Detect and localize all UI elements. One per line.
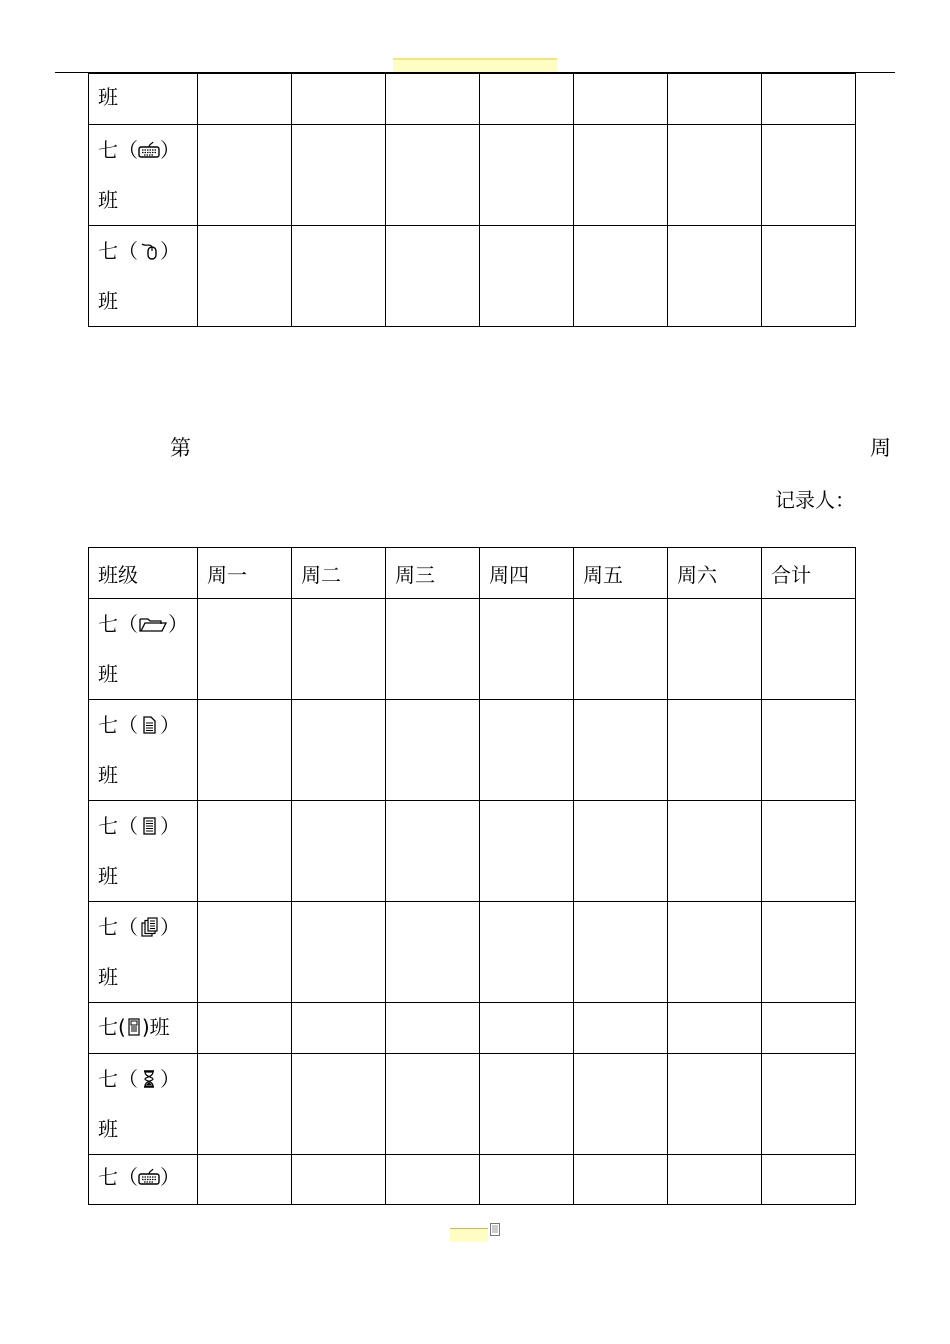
header-wed: 周三 xyxy=(386,548,480,599)
table-row xyxy=(89,226,856,327)
weekly-record-table xyxy=(88,547,856,1205)
class-label: 七（ ） xyxy=(98,138,180,162)
table-row xyxy=(89,1054,856,1155)
class-cell xyxy=(89,1155,198,1205)
header-mon: 周一 xyxy=(198,548,292,599)
class-label: 七( )班 xyxy=(98,1015,170,1039)
class-label: 七（ ） xyxy=(98,713,180,737)
table-row xyxy=(89,902,856,1003)
header-row xyxy=(89,548,856,599)
class-label: 七（ ） xyxy=(98,814,180,838)
class-cell xyxy=(89,801,198,902)
keyboard-icon xyxy=(138,140,160,160)
class-cell xyxy=(89,1054,198,1155)
class-label-line2: 班 xyxy=(98,188,118,212)
document-icon xyxy=(138,715,160,735)
table-row xyxy=(89,1155,856,1205)
table-row xyxy=(89,1003,856,1054)
header-tue: 周二 xyxy=(292,548,386,599)
class-cell xyxy=(89,902,198,1003)
text-document-icon xyxy=(138,816,160,836)
class-label: 七（ ） xyxy=(98,612,188,636)
hourglass-icon xyxy=(138,1069,160,1089)
class-label-line2: 班 xyxy=(98,662,118,686)
top-table xyxy=(88,73,856,327)
class-cell xyxy=(89,74,198,125)
header-class: 班级 xyxy=(89,548,198,599)
class-label: 七（ ） xyxy=(98,1067,180,1091)
week-label-zhou: 周 xyxy=(870,436,891,460)
device-icon xyxy=(126,1017,142,1037)
header-sat: 周六 xyxy=(668,548,762,599)
class-cell xyxy=(89,1003,198,1054)
class-cell xyxy=(89,226,198,327)
table-row xyxy=(89,700,856,801)
class-label: 班 xyxy=(98,85,118,109)
class-cell xyxy=(89,700,198,801)
class-label-line2: 班 xyxy=(98,763,118,787)
class-label-line2: 班 xyxy=(98,864,118,888)
class-label: 七（ ） xyxy=(98,915,180,939)
table-row xyxy=(89,74,856,125)
class-label-line2: 班 xyxy=(98,965,118,989)
week-label-di: 第 xyxy=(170,436,191,460)
table-row xyxy=(89,599,856,700)
mouse-icon xyxy=(138,241,160,261)
class-label: 七（ ） xyxy=(98,1165,180,1189)
table-row xyxy=(89,801,856,902)
header-total: 合计 xyxy=(762,548,856,599)
class-cell xyxy=(89,599,198,700)
folder-open-icon xyxy=(138,614,168,634)
keyboard-icon xyxy=(138,1167,160,1187)
class-cell xyxy=(89,125,198,226)
class-label: 七（ ） xyxy=(98,239,180,263)
recorder-label: 记录人： xyxy=(775,488,855,512)
footer-highlight xyxy=(450,1228,488,1241)
class-label-line2: 班 xyxy=(98,289,118,313)
table-row xyxy=(89,125,856,226)
header-thu: 周四 xyxy=(480,548,574,599)
header-fri: 周五 xyxy=(574,548,668,599)
class-label-line2: 班 xyxy=(98,1117,118,1141)
document-icon xyxy=(490,1221,500,1234)
documents-icon xyxy=(138,917,160,937)
